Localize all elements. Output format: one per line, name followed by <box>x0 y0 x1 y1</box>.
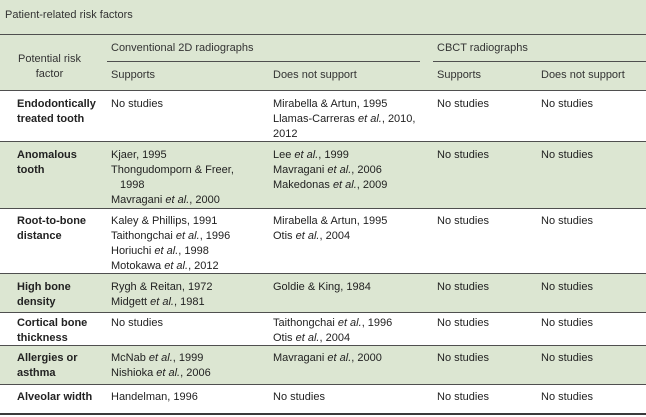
cbct-supports-cell: No studies <box>437 98 489 110</box>
cbct-supports-cell: No studies <box>437 352 489 364</box>
header-cbct-does-not-support: Does not support <box>541 69 625 81</box>
divider <box>0 384 646 385</box>
conv-does-not-support-cell: Taithongchai et al., 1996 Otis et al., 2004 <box>273 317 393 344</box>
conv-supports-cell: No studies <box>111 98 163 110</box>
header-underline-cbct <box>433 61 646 62</box>
risk-factor-alveolar-width: Alveolar width <box>17 391 93 403</box>
conv-does-not-support-cell: Goldie & King, 1984 <box>273 281 371 293</box>
divider <box>0 273 646 274</box>
conv-does-not-support-cell: Mavragani et al., 2000 <box>273 352 382 364</box>
conv-supports-cell: Handelman, 1996 <box>111 391 198 403</box>
conv-does-not-support-cell: No studies <box>273 391 325 403</box>
header-underline-conventional <box>107 61 420 62</box>
conv-supports-cell: No studies <box>111 317 163 329</box>
risk-factor-high-bone-density: High bone density <box>17 281 71 308</box>
risk-factor-allergies-or-asthma: Allergies or asthma <box>17 352 78 379</box>
cbct-does-not-support-cell: No studies <box>541 317 593 329</box>
table-bottom-rule <box>0 413 646 415</box>
table-title: Patient-related risk factors <box>5 9 133 21</box>
cbct-supports-cell: No studies <box>437 215 489 227</box>
cbct-supports-cell: No studies <box>437 149 489 161</box>
conv-does-not-support-cell: Mirabella & Artun, 1995 Llamas-Carreras et al., 2010, 2012 <box>273 98 416 140</box>
cbct-does-not-support-cell: No studies <box>541 352 593 364</box>
divider <box>0 90 646 91</box>
divider <box>0 312 646 313</box>
header-potential-risk-factor: Potential risk factor <box>18 53 81 80</box>
cbct-does-not-support-cell: No studies <box>541 215 593 227</box>
cbct-does-not-support-cell: No studies <box>541 281 593 293</box>
conv-supports-cell: Kjaer, 1995 Thongudomporn & Freer, 1998 Mavragani et al., 2000 <box>111 149 234 206</box>
risk-factor-endodontically-treated-tooth: Endodontically treated tooth <box>17 98 96 125</box>
cbct-supports-cell: No studies <box>437 281 489 293</box>
risk-factor-anomalous-tooth: Anomalous tooth <box>17 149 77 176</box>
header-cbct-supports: Supports <box>437 69 482 81</box>
conv-supports-cell: McNab et al., 1999 Nishioka et al., 2006 <box>111 352 211 379</box>
header-conv-supports: Supports <box>111 69 156 81</box>
cbct-does-not-support-cell: No studies <box>541 98 593 110</box>
conv-does-not-support-cell: Mirabella & Artun, 1995 Otis et al., 2004 <box>273 215 388 242</box>
conv-does-not-support-cell: Lee et al., 1999 Mavragani et al., 2006 Makedonas et al., 2009 <box>273 149 388 191</box>
risk-factor-cortical-bone-thickness: Cortical bone thickness <box>17 317 88 344</box>
cbct-supports-cell: No studies <box>437 317 489 329</box>
conv-supports-cell: Rygh & Reitan, 1972 Midgett et al., 1981 <box>111 281 213 308</box>
conv-supports-cell: Kaley & Phillips, 1991 Taithongchai et al., 1996 Horiuchi et al., 1998 Motokawa et al., 2012 <box>111 215 231 272</box>
header-cbct: CBCT radiographs <box>437 42 528 54</box>
divider <box>0 208 646 209</box>
risk-factor-root-to-bone-distance: Root-to-bone distance <box>17 215 87 242</box>
header-conv-does-not-support: Does not support <box>273 69 357 81</box>
cbct-does-not-support-cell: No studies <box>541 149 593 161</box>
cbct-does-not-support-cell: No studies <box>541 391 593 403</box>
cbct-supports-cell: No studies <box>437 391 489 403</box>
header-conventional-2d: Conventional 2D radiographs <box>111 42 254 54</box>
